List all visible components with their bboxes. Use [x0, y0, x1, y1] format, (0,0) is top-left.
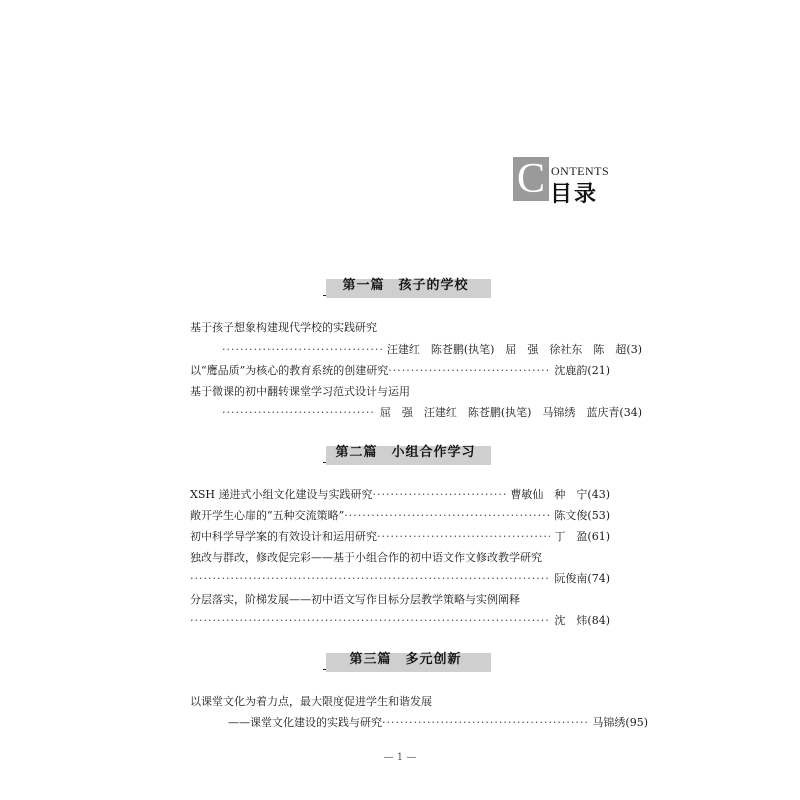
dot-leader — [222, 405, 376, 421]
toc-entry-title: XSH 递进式小组文化建设与实践研究 — [190, 488, 373, 501]
dot-leader — [190, 571, 550, 587]
dot-leader — [372, 487, 506, 503]
dot-leader — [377, 529, 550, 545]
section-heading-3 — [323, 650, 488, 670]
contents-header — [513, 156, 613, 207]
toc-entry-author: 屈 强 汪建红 陈苍鹏(执笔) 马锦绣 蓝庆青(34) — [379, 406, 642, 419]
section-heading-1 — [323, 276, 488, 296]
toc-entry[interactable] — [190, 508, 610, 524]
toc-entry-title[interactable]: 基于孩子想象构建现代学校的实践研究 — [190, 321, 377, 334]
toc-entry-title: 初中科学导学案的有效设计和运用研究 — [190, 530, 377, 543]
section-heading-text: 第三篇 多元创新 — [349, 652, 462, 667]
toc-entry-author: 陈文俊(53) — [554, 509, 610, 522]
dot-leader — [388, 363, 550, 379]
dot-leader — [344, 508, 550, 524]
toc-entry-author: 曹敏仙 种 宁(43) — [510, 488, 610, 501]
toc-entry-title[interactable]: 分层落实，阶梯发展——初中语文写作目标分层教学策略与实例阐释 — [190, 593, 520, 606]
toc-entry-author-line[interactable] — [190, 342, 642, 358]
toc-entry-author: 丁 盈(61) — [554, 530, 610, 543]
toc-entry-author-line[interactable] — [190, 571, 610, 587]
page-number: — 1 — — [383, 752, 417, 763]
section-heading-text: 第一篇 孩子的学校 — [342, 278, 469, 293]
dot-leader — [190, 613, 550, 629]
toc-entry[interactable] — [190, 487, 610, 503]
toc-entry-author: 阮俊南(74) — [554, 572, 610, 585]
toc-entry-author: 马锦绣(95) — [592, 716, 648, 729]
section-heading-2 — [323, 443, 488, 463]
toc-entry-title: 以“鹰品质”为核心的教育系统的创建研究 — [190, 364, 389, 377]
contents-big-letter: C — [513, 157, 549, 201]
toc-entry-author: 汪建红 陈苍鹏(执笔) 屈 强 徐社东 陈 超(3) — [386, 343, 642, 356]
toc-entry-author-line[interactable] — [190, 715, 648, 731]
toc-entry-author-line[interactable] — [190, 405, 642, 421]
toc-entry-title[interactable]: 独改与群改，修改促完彩——基于小组合作的初中语文作文修改教学研究 — [190, 551, 542, 564]
dot-leader — [382, 715, 588, 731]
toc-entry[interactable] — [190, 529, 610, 545]
toc-entry-title: 敞开学生心扉的“五种交流策略” — [190, 509, 345, 522]
toc-entry-title[interactable]: 以课堂文化为着力点，最大限度促进学生和谐发展 — [190, 695, 432, 708]
contents-label: ONTENTS — [551, 164, 610, 178]
toc-entry-title[interactable]: 基于微课的初中翻转课堂学习范式设计与运用 — [190, 385, 410, 398]
toc-entry-subtitle: ——课堂文化建设的实践与研究 — [228, 716, 382, 729]
toc-entry-author: 沈 炜(84) — [554, 614, 610, 627]
page-title: 目录 — [550, 182, 599, 207]
section-heading-text: 第二篇 小组合作学习 — [335, 445, 476, 460]
dot-leader — [222, 342, 383, 358]
toc-entry[interactable] — [190, 363, 610, 379]
toc-entry-author: 沈鹿韵(21) — [554, 364, 610, 377]
toc-entry-author-line[interactable] — [190, 613, 610, 629]
